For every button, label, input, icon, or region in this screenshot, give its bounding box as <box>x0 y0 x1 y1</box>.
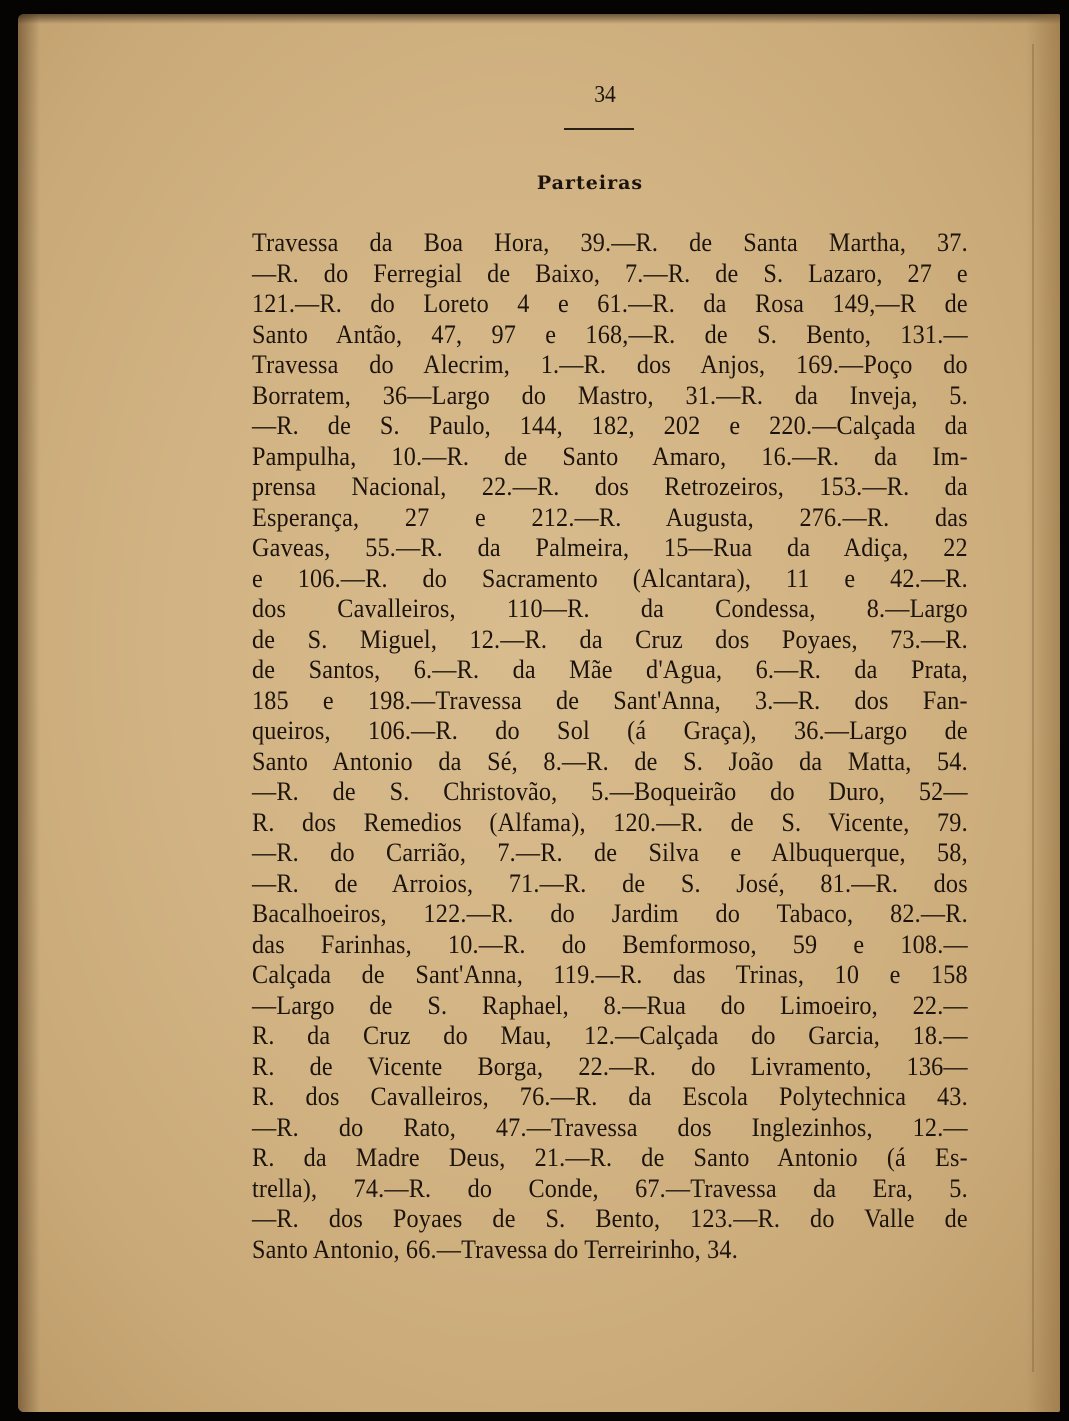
text-line: Santo Antão, 47, 97 e 168,—R. de S. Bento, 131.— <box>252 319 968 349</box>
text-line: R. da Madre Deus, 21.—R. de Santo Antonio (á Es- <box>252 1143 968 1172</box>
text-line: Santo Antonio, 66.—Travessa do Terreirinho, 34. <box>252 1234 738 1264</box>
page-number-rule <box>564 128 634 130</box>
text-line: 121.—R. do Loreto 4 e 61.—R. da Rosa 149,—R de <box>252 289 968 318</box>
text-line: Travessa do Alecrim, 1.—R. dos Anjos, 169.—Poço do <box>252 350 968 379</box>
text-line: e 106.—R. do Sacramento (Alcantara), 11 e 42.—R. <box>252 563 968 593</box>
text-line: das Farinhas, 10.—R. do Bemformoso, 59 e 108.— <box>252 929 968 959</box>
text-line: —R. de S. Christovão, 5.—Boqueirão do Duro, 52— <box>252 777 968 806</box>
text-line: Bacalhoeiros, 122.—R. do Jardim do Tabaco, 82.—R. <box>252 899 968 928</box>
text-line: Travessa da Boa Hora, 39.—R. de Santa Martha, 37. <box>252 228 968 257</box>
text-line: prensa Nacional, 22.—R. dos Retrozeiros, 153.—R. da <box>252 472 968 501</box>
text-line: queiros, 106.—R. do Sol (á Graça), 36.—Largo de <box>252 716 968 745</box>
text-line: R. de Vicente Borga, 22.—R. do Livramento, 136— <box>252 1051 968 1081</box>
text-line: —R. de S. Paulo, 144, 182, 202 e 220.—Calçada da <box>252 411 968 440</box>
text-line: de Santos, 6.—R. da Mãe d'Agua, 6.—R. da Prata, <box>252 655 968 684</box>
text-line: R. dos Remedios (Alfama), 120.—R. de S. Vicente, 79. <box>252 807 968 837</box>
text-line: —R. do Rato, 47.—Travessa dos Inglezinhos, 12.— <box>252 1112 968 1142</box>
text-line: —Largo de S. Raphael, 8.—Rua do Limoeiro, 22.— <box>252 990 968 1020</box>
text-line: Gaveas, 55.—R. da Palmeira, 15—Rua da Adiça, 22 <box>252 533 968 562</box>
text-line: Calçada de Sant'Anna, 119.—R. das Trinas, 10 e 158 <box>252 960 968 989</box>
text-line: dos Cavalleiros, 110—R. da Condessa, 8.—Largo <box>252 594 968 623</box>
text-line: —R. do Carrião, 7.—R. de Silva e Albuquerque, 58, <box>252 838 968 867</box>
text-line: R. dos Cavalleiros, 76.—R. da Escola Polytechnica 43. <box>252 1082 968 1111</box>
text-line: Santo Antonio da Sé, 8.—R. de S. João da Matta, 54. <box>252 746 968 776</box>
address-list-paragraph <box>252 228 968 1265</box>
page-number: 34 <box>594 82 616 108</box>
text-line: Esperança, 27 e 212.—R. Augusta, 276.—R. das <box>252 502 968 532</box>
text-line: Pampulha, 10.—R. de Santo Amaro, 16.—R. da Im- <box>252 441 968 471</box>
page-fold-line <box>1032 44 1034 1372</box>
text-line: Borratem, 36—Largo do Mastro, 31.—R. da Inveja, 5. <box>252 380 968 410</box>
text-line: trella), 74.—R. do Conde, 67.—Travessa da Era, 5. <box>252 1173 968 1203</box>
section-heading: Parteiras <box>536 172 644 194</box>
text-line: —R. do Ferregial de Baixo, 7.—R. de S. Lazaro, 27 e <box>252 258 968 288</box>
text-line: —R. de Arroios, 71.—R. de S. José, 81.—R. dos <box>252 868 968 898</box>
text-line: de S. Miguel, 12.—R. da Cruz dos Poyaes, 73.—R. <box>252 624 968 654</box>
text-line: —R. dos Poyaes de S. Bento, 123.—R. do Valle de <box>252 1204 968 1233</box>
page-top-shadow <box>18 14 1060 24</box>
text-line: 185 e 198.—Travessa de Sant'Anna, 3.—R. dos Fan- <box>252 685 968 715</box>
text-line: R. da Cruz do Mau, 12.—Calçada do Garcia, 18.— <box>252 1021 968 1050</box>
